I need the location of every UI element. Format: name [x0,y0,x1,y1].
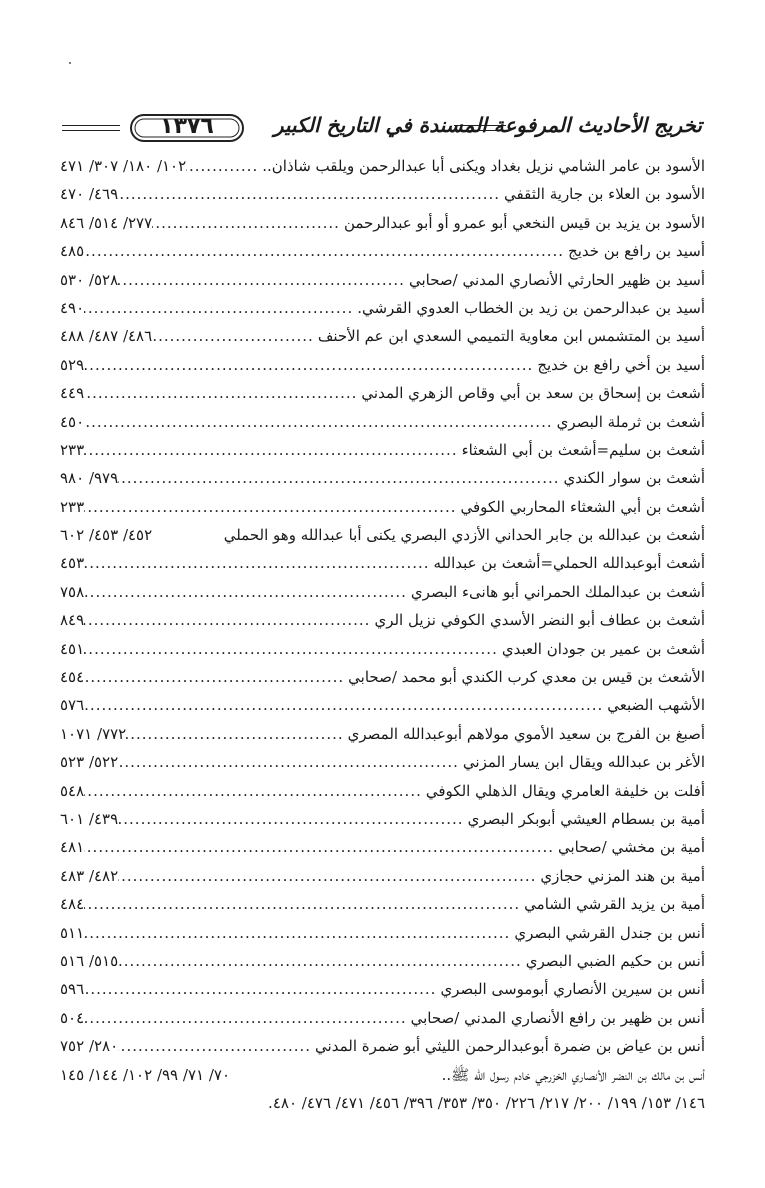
index-entry [60,322,705,350]
entry-pages: ٧٥٨ [60,582,85,601]
entry-pages: ٤٨١ [60,838,85,857]
index-entry [60,720,705,748]
leader-dots [84,777,426,805]
index-list [60,152,705,1117]
entry-name: أشعث بن ثرملة البصري [556,412,705,431]
page-number: ١٣٧٦ [160,114,214,139]
index-entry [60,635,705,663]
entry-pages: ٤٤٩ [60,384,85,403]
scan-speck [69,62,71,64]
entry-name: الأسود بن العلاء بن جارية الثقفي [504,185,705,204]
index-entry [60,1032,705,1060]
entry-name: أسيد بن ظهير الحارثي الأنصاري المدني /صحابي [408,270,705,289]
leader-dots [118,266,409,294]
entry-name: أشعث بن أبي الشعثاء المحاربي الكوفي [460,497,705,516]
entry-name: أشعث بن عطاف أبو النضر الأسدي الكوفي نزيل الري [374,611,705,630]
index-entry [60,1004,705,1032]
index-entry [60,606,705,634]
entry-pages: ٥٧٦ [60,696,85,715]
entry-name: الأسود بن يزيد بن قيس النخعي أبو عمرو أو أبو عبدالرحمن [343,213,705,232]
entry-pages: ٢٨٠/ ٧٥٢ [60,1037,119,1056]
leader-dots [84,919,514,947]
index-entry [60,691,705,719]
entry-name: أنس بن ظهير بن رافع الأنصاري المدني /صحابي [410,1008,705,1027]
leader-dots [118,947,526,975]
entry-pages: ٥١٥/ ٥١٦ [60,951,119,970]
entry-name: أسيد بن رافع بن خديج [568,242,705,261]
entry-pages: ٤٦٩/ ٤٧٠ [60,185,119,204]
index-entry [60,919,705,947]
entry-pages: ٤٥٣ [60,554,85,573]
entry-name: أنس بن سيرين الأنصاري أبوموسى البصري [440,980,705,999]
leader-dots [118,180,504,208]
entry-name: أمية بن هند المزني حجازي [540,866,705,885]
index-entry [60,663,705,691]
entry-name: أسيد بن المتشمس ابن معاوية التميمي السعدي ابن عم الأحنف [317,327,705,346]
entry-name: أسيد بن عبدالرحمن بن زيد بن الخطاب العدوي القرشي. [357,298,705,317]
entry-pages: ٤٥٠ [60,412,85,431]
leader-dots [118,862,540,890]
entry-pages: ٢٣٣ [60,440,85,459]
index-entry [60,294,705,322]
entry-pages: ٥١١ [60,923,85,942]
index-entry [60,152,705,180]
leader-dots [84,549,433,577]
entry-pages: ١٠٢/ ١٨٠/ ٣٠٧/ ٤٧١ [60,157,187,175]
entry-pages: ٥٢٨/ ٥٣٠ [60,270,119,289]
entry-name: أمية بن بسطام العيشي أبوبكر البصري [467,809,705,828]
entry-name: الأسود بن عامر الشامي نزيل بغداد ويكنى أبا عبدالرحمن ويلقب شاذان.. [262,157,705,175]
entry-name: أشعث بن عبدالملك الحمراني أبو هانىء البصري [410,582,705,601]
entry-name: أمية بن مخشي /صحابي [558,838,705,857]
entry-name: أصبغ بن الفرج بن سعيد الأموي مولاهم أبوعبدالله المصري [347,724,705,743]
entry-name: الأغر بن عبدالله ويقال ابن يسار المزني [462,753,705,772]
entry-pages: ٨٤٩ [60,611,85,630]
leader-dots [84,691,607,719]
leader-dots [84,890,524,918]
index-entry [60,777,705,805]
index-entry [60,1061,705,1089]
entry-pages: ٥٢٩ [60,355,85,374]
entry-name: أشعث بن عبدالله بن جابر الحداني الأزدي البصري يكنى أبا عبدالله وهو الحملي [223,526,705,545]
page-header [62,104,702,150]
index-entry [60,862,705,890]
leader-dots [84,237,568,265]
index-entry [60,266,705,294]
entry-pages: ٧٠/ ٧١/ ٩٩/ ١٠٢/ ١٤٤/ ١٤٥ [60,1065,231,1084]
leader-dots [152,322,318,350]
entry-pages: ٥٤٨ [60,781,85,800]
entry-name: أسيد بن أخي رافع بن خديج [537,355,705,374]
leader-dots [84,833,558,861]
entry-pages: ٥٠٤ [60,1008,85,1027]
entry-pages: ٤٥٤ [60,668,85,687]
entry-name: أشعث بن إسحاق بن سعد بن أبي وقاص الزهري المدني [361,384,705,403]
entry-pages: ٢٧٧/ ٥١٤/ ٨٤٦ [60,213,153,232]
index-entry [60,209,705,237]
leader-dots [84,436,461,464]
leader-dots [84,294,357,322]
index-entry [60,180,705,208]
entry-name: أشعث أبوعبدالله الحملي=أشعث بن عبدالله [433,554,705,573]
leader-dots [84,493,460,521]
entry-name: أمية بن يزيد القرشي الشامي [524,895,705,914]
index-entry [60,578,705,606]
entry-name: الأشهب الضبعي [607,696,705,715]
entry-pages: ٤٩٠ [60,298,85,317]
index-entry [60,549,705,577]
entry-pages: ٤٨٤ [60,895,85,914]
leader-dots [84,379,361,407]
index-entry [60,833,705,861]
entry-pages: ٤٨٦/ ٤٨٧/ ٤٨٨ [60,327,153,346]
entry-name: أنس بن حكيم الضبي البصري [525,951,705,970]
index-entry [60,890,705,918]
leader-dots [152,209,344,237]
leader-dots [84,606,374,634]
entry-pages: ٤٨٥ [60,242,85,261]
entry-pages: ٢٣٣ [60,497,85,516]
index-entry [60,521,705,549]
entry-name: أنس بن عياض بن ضمرة أبوعبدالرحمن الليثي أبو ضمرة المدني [315,1037,705,1056]
index-entry [60,379,705,407]
entry-pages: ٤٥١ [60,639,85,658]
index-entry [60,748,705,776]
leader-dots [118,748,463,776]
leader-dots [84,1004,410,1032]
running-title: تخريج الأحاديث المرفوعة المسندة في التاريخ الكبير [273,113,702,137]
leader-dots [84,635,502,663]
entry-name: أنس بن مالك بن النضر الأنصاري الخزرجي خادم رسول الله ﷺ.. [441,1065,705,1084]
leader-dots [84,351,537,379]
index-entry [60,975,705,1003]
leader-dots [118,1032,315,1060]
entry-name: أشعث بن سوار الكندي [563,469,705,488]
leader-dots [84,408,556,436]
entry-name: أفلت بن خليفة العامري ويقال الذهلي الكوفي [425,781,705,800]
entry-name: أشعث بن عمير بن جودان العبدي [501,639,705,658]
entry-pages: ٧٧٢/ ١٠٧١ [60,724,127,743]
entry-pages: ٤٥٢/ ٤٥٣/ ٦٠٢ [60,526,153,545]
leader-dots [84,663,348,691]
leader-dots [118,805,467,833]
entry-pages: ٥٢٢/ ٥٢٣ [60,753,119,772]
leader-dots [186,152,262,180]
leader-dots [126,720,347,748]
leader-dots [118,464,563,492]
entry-name: أنس بن جندل القرشي البصري [514,923,705,942]
entry-pages: ٤٨٢/ ٤٨٣ [60,866,119,885]
entry-pages: ١٤٦/ ١٥٣/ ١٩٩/ ٢٠٠/ ٢١٧/ ٢٢٦/ ٣٥٠/ ٣٥٣/ ٣٩٦/ ٤٥٦/ ٤٧١/ ٤٧٦/ ٤٨٠. [268,1093,705,1112]
leader-dots [84,975,440,1003]
index-entry [60,351,705,379]
entry-name: الأشعث بن قيس بن معدي كرب الكندي أبو محمد /صحابي [348,668,705,687]
index-entry [60,436,705,464]
entry-name: أشعث بن سليم=أشعث بن أبي الشعثاء [461,440,705,459]
entry-pages: ٥٩٦ [60,980,85,999]
index-entry [60,493,705,521]
leader-dots [84,578,411,606]
index-entry [60,408,705,436]
index-entry [60,947,705,975]
index-entry [60,237,705,265]
index-entry [60,464,705,492]
index-entry [60,805,705,833]
index-entry [60,1089,705,1117]
entry-pages: ٤٣٩/ ٦٠١ [60,809,119,828]
header-rule-left [62,125,120,131]
entry-pages: ٩٧٩/ ٩٨٠ [60,469,119,488]
